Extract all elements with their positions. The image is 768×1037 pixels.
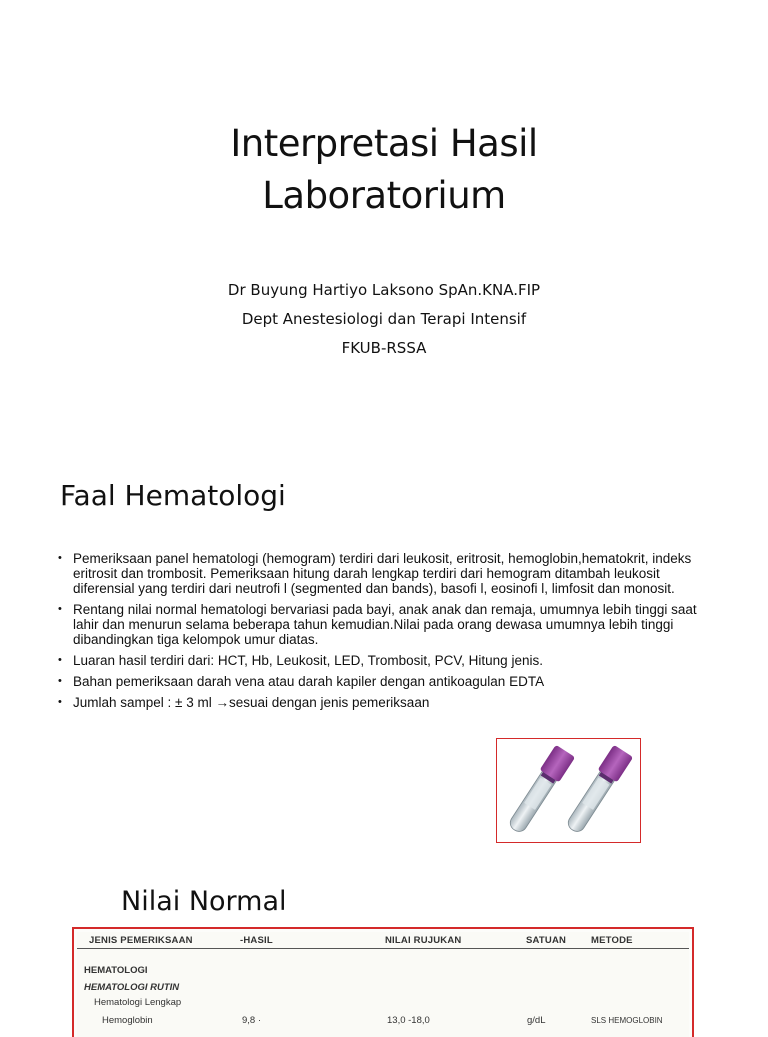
slide-heading: Faal Hematologi xyxy=(60,479,286,512)
bullet-item: • Pemeriksaan panel hematologi (hemogram) terdiri dari leukosit, eritrosit, hemoglobin,hematokrit, indeks eritrosit dan trombosit. Pemeriksaan hitung darah lengkap terdiri dari hemogram ditambah leukosit diferensial yang terdiri dari neutrofi l (segmented dan bands), basofi l, eosinofi l, limfosit dan monosit. xyxy=(58,551,718,596)
edta-tubes-image xyxy=(496,738,641,843)
cell-result: 9,8 · xyxy=(242,1015,262,1026)
normal-values-slide xyxy=(0,848,768,1024)
institution-name: FKUB-RSSA xyxy=(341,339,427,357)
bullet-item: • Rentang nilai normal hematologi bervariasi pada bayi, anak anak dan remaja, umumnya lebih tinggi saat lahir dan menurun selama beberapa tahun kemudian.Nilai pada orang dewasa umumnya lebih tinggi dibandingkan tiga kelompok umur diatas. xyxy=(58,602,718,647)
title-line-1: Interpretasi Hasil xyxy=(230,122,538,165)
header-result: -HASIL xyxy=(240,935,273,946)
scanned-table xyxy=(77,932,689,1037)
hematology-slide xyxy=(0,448,768,848)
header-method: METODE xyxy=(591,935,633,946)
subsection-label: HEMATOLOGI RUTIN xyxy=(84,982,180,993)
cell-unit: g/dL xyxy=(527,1015,546,1026)
header-reference: NILAI RUJUKAN xyxy=(385,935,462,946)
cell-test: Hemoglobin xyxy=(102,1015,153,1026)
title-line-2: Laboratorium xyxy=(262,174,506,217)
bullet-list xyxy=(58,551,718,716)
cell-method: SLS HEMOGLOBIN xyxy=(591,1016,663,1025)
section-label: HEMATOLOGI xyxy=(84,965,148,976)
tube-left xyxy=(505,745,575,836)
bullet-item: • Luaran hasil terdiri dari: HCT, Hb, Leukosit, LED, Trombosit, PCV, Hitung jenis. xyxy=(58,653,718,668)
group-label: Hematologi Lengkap xyxy=(94,997,182,1008)
header-unit: SATUAN xyxy=(526,935,567,946)
header-test: JENIS PEMERIKSAAN xyxy=(89,935,193,946)
slide-title xyxy=(0,118,768,222)
slide-subtitle xyxy=(0,276,768,363)
lab-result-table xyxy=(72,927,694,1037)
slide-heading: Nilai Normal xyxy=(121,886,287,917)
cell-reference: 13,0 -18,0 xyxy=(387,1015,430,1026)
author-name: Dr Buyung Hartiyo Laksono SpAn.KNA.FIP xyxy=(227,281,541,299)
blood-tubes-illustration xyxy=(497,739,640,842)
bullet-item: • Jumlah sampel : ± 3 ml →sesuai dengan jenis pemeriksaan xyxy=(58,695,718,710)
title-slide xyxy=(0,0,768,448)
table-header-row xyxy=(77,932,689,949)
department-name: Dept Anestesiologi dan Terapi Intensif xyxy=(241,310,527,328)
bullet-item: • Bahan pemeriksaan darah vena atau darah kapiler dengan antikoagulan EDTA xyxy=(58,674,718,689)
